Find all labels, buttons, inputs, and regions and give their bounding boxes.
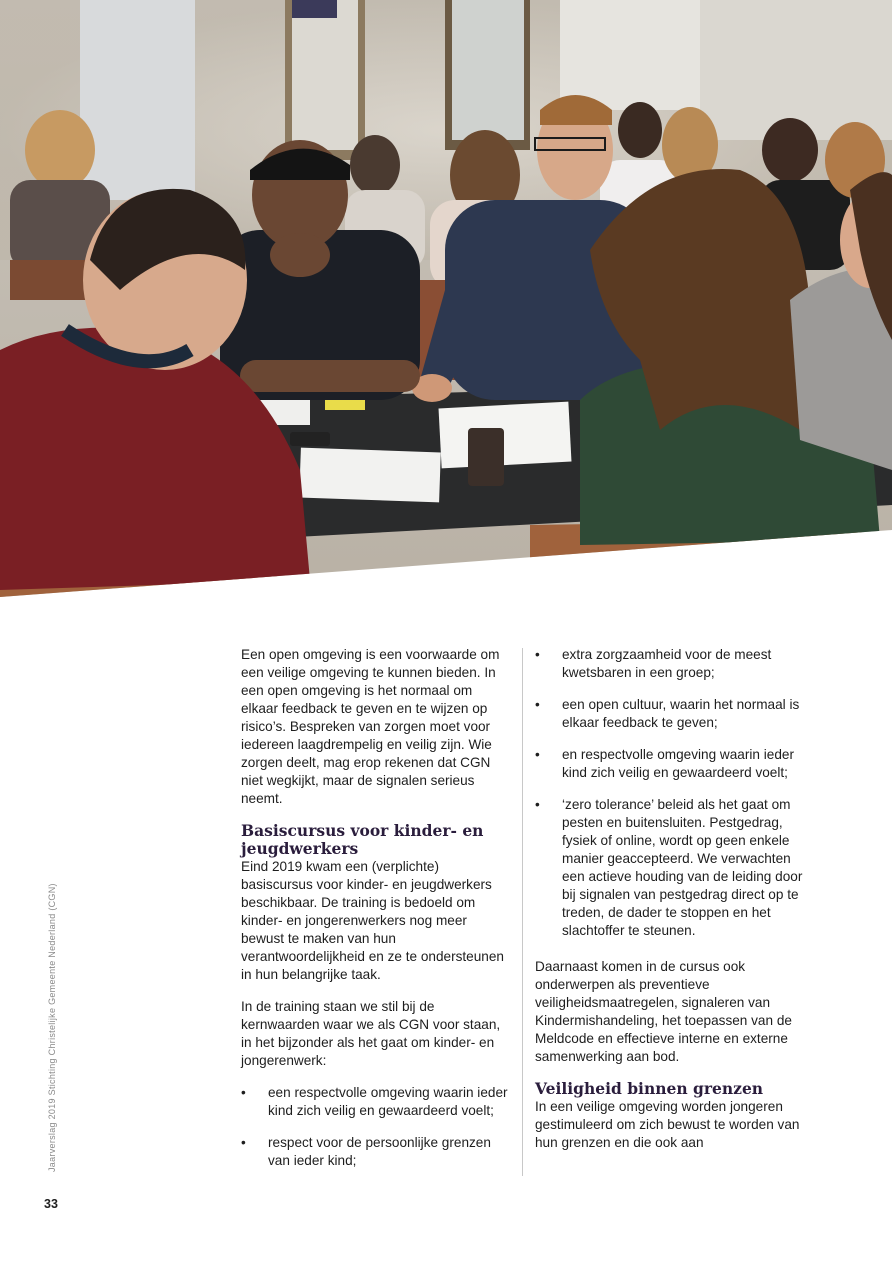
left-column bbox=[241, 646, 511, 1184]
list-item-text: ‘zero tolerance’ beleid als het gaat om pesten en buitensluiten. Pestgedrag, fysiek of online, wordt op geen enkele manier geaccepteerd. We verwachten een actieve houding van de leiding door bij signalen van pestgedrag direct op te treden, de dader te stoppen en het slachtoffer te steunen. bbox=[562, 797, 803, 938]
section-heading-basiscursus: Basiscursus voor kinder- en jeugdwerkers bbox=[241, 821, 484, 858]
bullet-icon: • bbox=[535, 697, 540, 712]
list-item-text: een respectvolle omgeving waarin ieder kind zich veilig en gewaardeerd voelt; bbox=[268, 1085, 508, 1118]
bullet-icon: • bbox=[241, 1085, 246, 1100]
report-title-vertical: Jaarverslag 2019 Stichting Christelijke Gemeente Nederland (CGN) bbox=[47, 883, 57, 1172]
list-item bbox=[241, 1134, 511, 1170]
right-column bbox=[535, 646, 810, 1166]
section-heading-veiligheid: Veiligheid binnen grenzen bbox=[535, 1079, 764, 1098]
column-divider bbox=[522, 648, 523, 1176]
intro-paragraph: Een open omgeving is een voorwaarde om een veilige omgeving te kunnen bieden. In een open omgeving is het normaal om elkaar feedback te geven en te wijzen op risico’s. Bespreken van zorgen moet voor iedereen laagdrempelig en veilig zijn. Wie zorgen deelt, mag erop rekenen dat CGN niet wegkijkt, maar de signalen serieus neemt. bbox=[241, 647, 500, 806]
list-item bbox=[535, 696, 810, 732]
bullet-icon: • bbox=[241, 1135, 246, 1150]
list-item bbox=[535, 646, 810, 682]
bullet-icon: • bbox=[535, 797, 540, 812]
veiligheid-paragraph: In een veilige omgeving worden jongeren gestimuleerd om zich bewust te worden van hun grenzen en die ook aan bbox=[535, 1099, 800, 1150]
list-item bbox=[241, 1084, 511, 1120]
list-item-text: respect voor de persoonlijke grenzen van ieder kind; bbox=[268, 1135, 491, 1168]
bullet-icon: • bbox=[535, 647, 540, 662]
list-item-text: en respectvolle omgeving waarin ieder kind zich veilig en gewaardeerd voelt; bbox=[562, 747, 794, 780]
kernwaarden-list-continued bbox=[535, 646, 810, 940]
kernwaarden-paragraph: In de training staan we stil bij de kernwaarden waar we als CGN voor staan, in het bijzonder als het gaat om kinder- en jongerenwerk: bbox=[241, 999, 501, 1068]
list-item bbox=[535, 796, 810, 940]
list-item-text: een open cultuur, waarin het normaal is elkaar feedback te geven; bbox=[562, 697, 800, 730]
bullet-icon: • bbox=[535, 747, 540, 762]
page-number: 33 bbox=[44, 1197, 58, 1211]
list-item-text: extra zorgzaamheid voor de meest kwetsbaren in een groep; bbox=[562, 647, 772, 680]
header-photo bbox=[0, 0, 892, 600]
list-item bbox=[535, 746, 810, 782]
basiscursus-paragraph: Eind 2019 kwam een (verplichte) basiscursus voor kinder- en jeugdwerkers beschikbaar. De training is bedoeld om kinder- en jongerenwerkers nog meer bewust te maken van hun verantwoordelijkheid en ze te ondersteunen in hun belangrijke taak. bbox=[241, 859, 504, 982]
kernwaarden-list bbox=[241, 1084, 511, 1170]
cursus-onderwerpen-paragraph: Daarnaast komen in de cursus ook onderwerpen als preventieve veiligheidsmaatregelen, signaleren van Kindermishandeling, het toepassen van de Meldcode en effectieve interne en externe samenwerking aan bod. bbox=[535, 959, 792, 1064]
